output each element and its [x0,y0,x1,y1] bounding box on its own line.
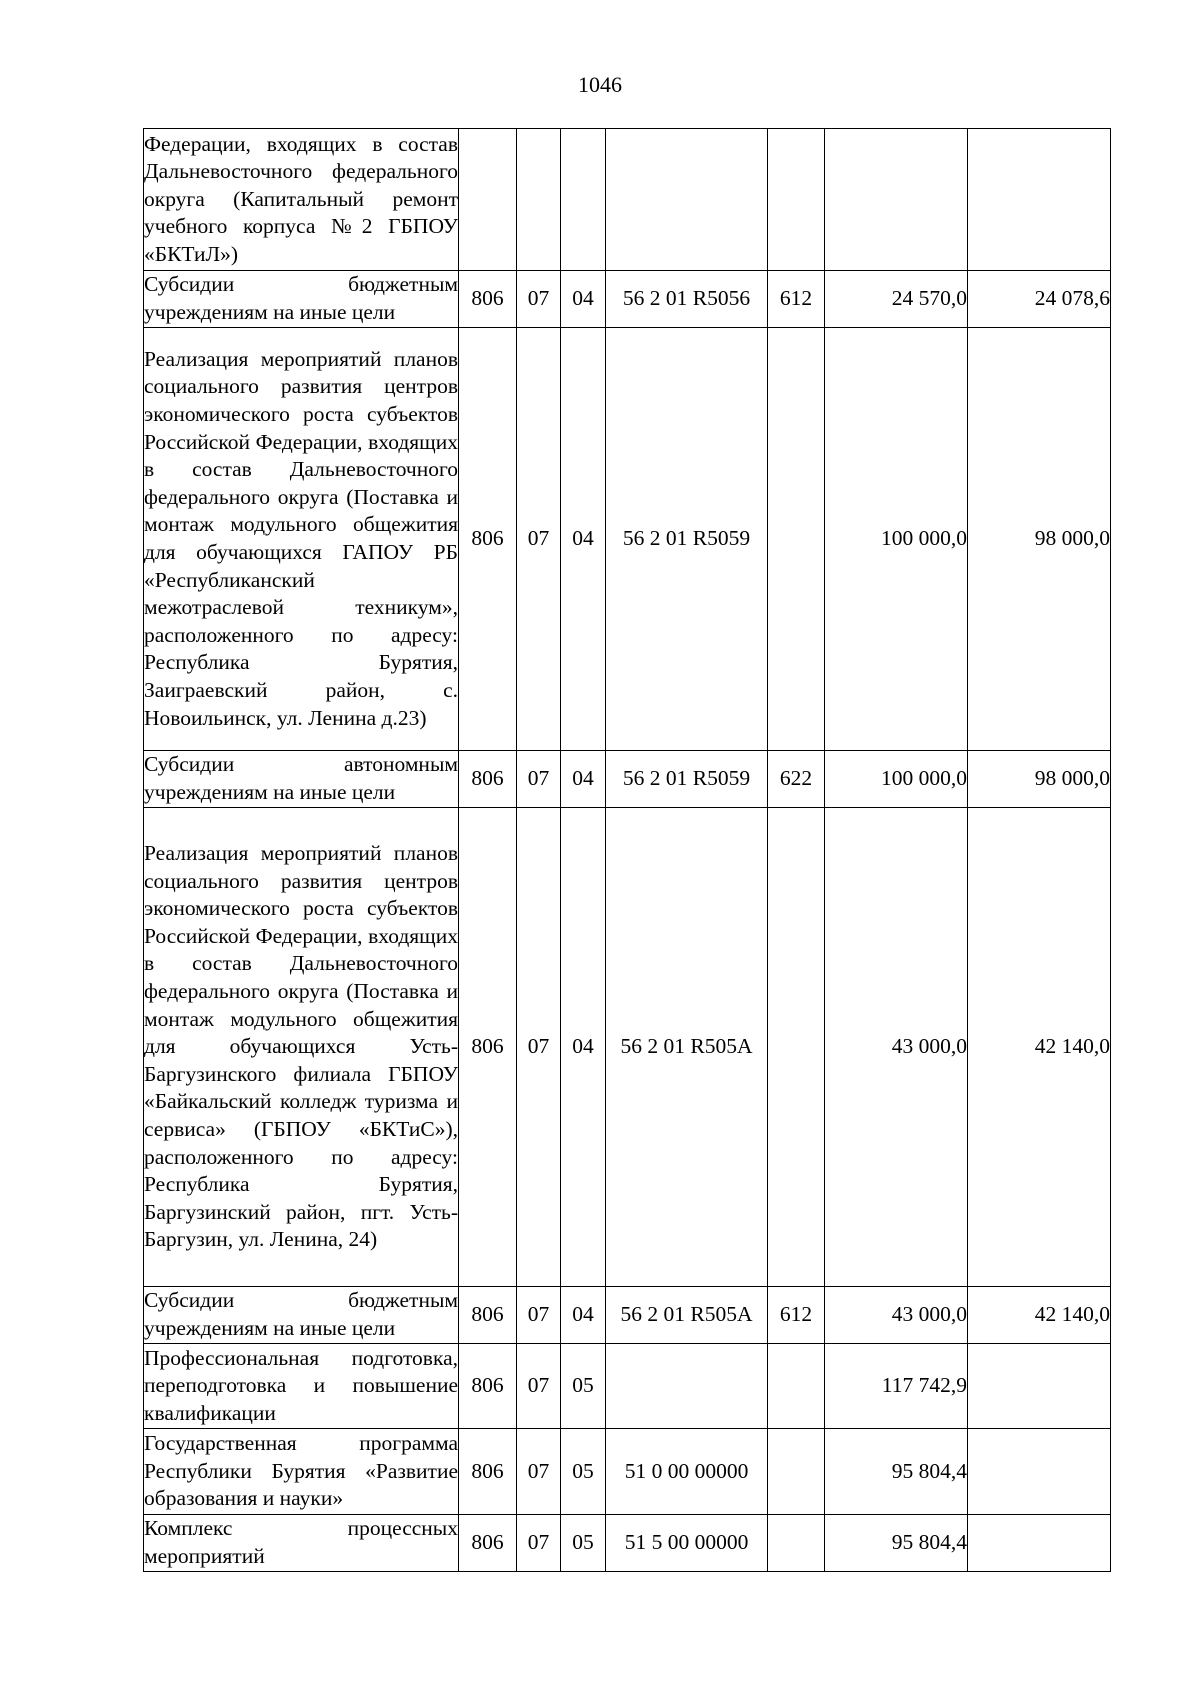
cell-vr: 622 [768,751,825,808]
cell-ved: 806 [459,271,517,328]
cell-sum2 [968,1344,1111,1429]
cell-pr [561,129,606,271]
cell-csr: 51 5 00 00000 [606,1515,768,1572]
table-row [144,129,1111,271]
row-name: Государственная программа Республики Бурятия «Развитие образования и науки» [144,1429,459,1515]
table-row [144,751,1111,808]
cell-sum1: 95 804,4 [825,1515,968,1572]
table-row [144,1344,1111,1429]
table-row [144,328,1111,751]
cell-vr [768,808,825,1287]
cell-pr: 05 [561,1344,606,1429]
cell-vr [768,1429,825,1515]
cell-rz: 07 [517,1344,561,1429]
cell-rz [517,129,561,271]
cell-vr [768,328,825,751]
cell-sum2: 24 078,6 [968,271,1111,328]
cell-pr: 05 [561,1515,606,1572]
cell-csr: 56 2 01 R5059 [606,751,768,808]
cell-vr: 612 [768,271,825,328]
cell-pr: 05 [561,1429,606,1515]
cell-rz: 07 [517,808,561,1287]
row-name: Реализация мероприятий планов социального развития центров экономического роста субъектов Российской Федерации, входящих в состав Дальневосточного федерального округа (Поставка и монтаж модульного общежития для обучающихся Усть-Баргузинского филиала ГБПОУ «Байкальский колледж туризма и сервиса» (ГБПОУ «БКТиС»), расположенного по адресу: Республика Бурятия, Баргузинский район, пгт. Усть-Баргузин, ул. Ленина, 24) [144,808,459,1287]
row-name: Субсидии бюджетным учреждениям на иные цели [144,271,459,328]
cell-pr: 04 [561,808,606,1287]
cell-ved: 806 [459,1515,517,1572]
cell-ved: 806 [459,1344,517,1429]
cell-pr: 04 [561,271,606,328]
cell-ved: 806 [459,751,517,808]
cell-pr: 04 [561,751,606,808]
cell-csr: 51 0 00 00000 [606,1429,768,1515]
cell-ved: 806 [459,328,517,751]
cell-sum1: 117 742,9 [825,1344,968,1429]
cell-vr [768,1515,825,1572]
cell-sum1: 100 000,0 [825,328,968,751]
row-name: Реализация мероприятий планов социального развития центров экономического роста субъектов Российской Федерации, входящих в состав Дальневосточного федерального округа (Поставка и монтаж модульного общежития для обучающихся ГАПОУ РБ «Республиканский межотраслевой техникум», расположенного по адресу: Республика Бурятия, Заиграевский район, с. Новоильинск, ул. Ленина д.23) [144,328,459,751]
cell-vr [768,1344,825,1429]
cell-sum2: 98 000,0 [968,751,1111,808]
cell-rz: 07 [517,271,561,328]
cell-rz: 07 [517,751,561,808]
table-row [144,808,1111,1287]
cell-vr [768,129,825,271]
cell-csr: 56 2 01 R505A [606,1287,768,1344]
cell-sum1: 43 000,0 [825,1287,968,1344]
table-row [144,1515,1111,1572]
cell-sum2: 98 000,0 [968,328,1111,751]
cell-rz: 07 [517,1287,561,1344]
row-name: Субсидии автономным учреждениям на иные цели [144,751,459,808]
cell-sum1: 43 000,0 [825,808,968,1287]
cell-ved: 806 [459,1287,517,1344]
cell-pr: 04 [561,1287,606,1344]
table-row [144,1287,1111,1344]
cell-csr: 56 2 01 R5056 [606,271,768,328]
row-name: Федерации, входящих в состав Дальневосточного федерального округа (Капитальный ремонт учебного корпуса №2 ГБПОУ «БКТиЛ») [144,129,459,271]
row-name: Субсидии бюджетным учреждениям на иные цели [144,1287,459,1344]
cell-rz: 07 [517,1515,561,1572]
cell-sum2: 42 140,0 [968,1287,1111,1344]
cell-sum1: 100 000,0 [825,751,968,808]
cell-vr: 612 [768,1287,825,1344]
cell-rz: 07 [517,1429,561,1515]
cell-sum1: 95 804,4 [825,1429,968,1515]
cell-ved [459,129,517,271]
cell-ved: 806 [459,1429,517,1515]
cell-sum2: 42 140,0 [968,808,1111,1287]
cell-sum1 [825,129,968,271]
budget-table [143,128,1111,1572]
cell-sum2 [968,1515,1111,1572]
row-name: Профессиональная подготовка, переподготовка и повышение квалификации [144,1344,459,1429]
cell-rz: 07 [517,328,561,751]
cell-csr: 56 2 01 R505A [606,808,768,1287]
cell-sum2 [968,129,1111,271]
cell-csr: 56 2 01 R5059 [606,328,768,751]
table-row [144,1429,1111,1515]
cell-sum2 [968,1429,1111,1515]
cell-pr: 04 [561,328,606,751]
cell-csr [606,1344,768,1429]
cell-ved: 806 [459,808,517,1287]
page-number: 1046 [578,72,622,97]
row-name: Комплекс процессных мероприятий [144,1515,459,1572]
cell-csr [606,129,768,271]
table-row [144,271,1111,328]
cell-sum1: 24 570,0 [825,271,968,328]
